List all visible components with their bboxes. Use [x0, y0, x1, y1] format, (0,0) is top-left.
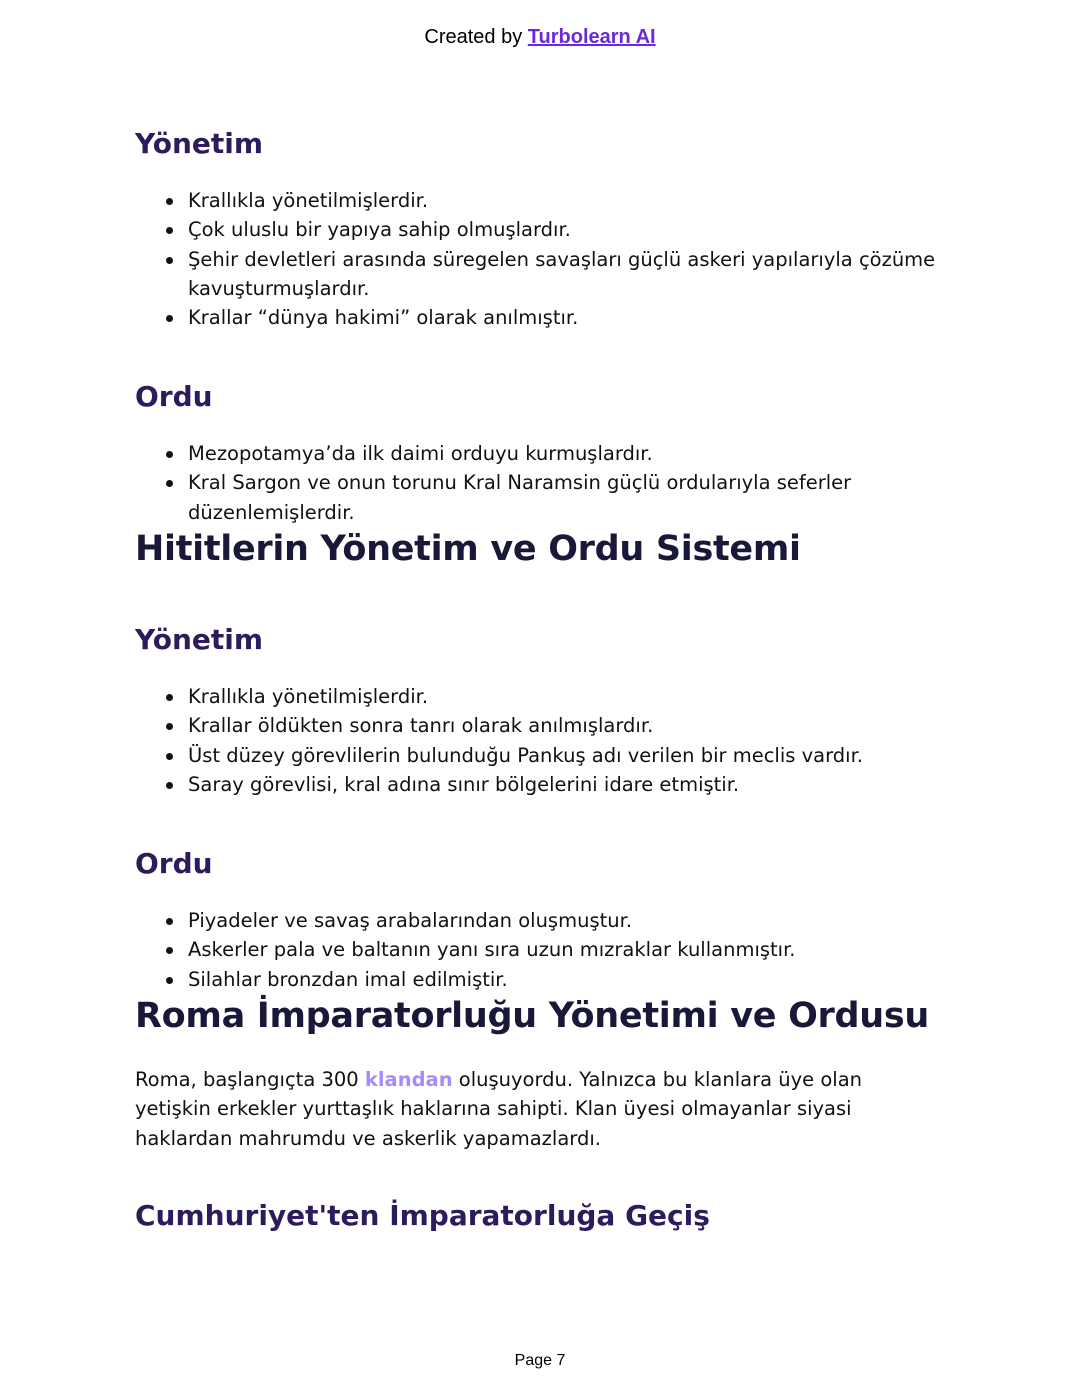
list-item: Askerler pala ve baltanın yanı sıra uzun mızraklar kullanmıştır.: [188, 935, 948, 964]
turbolearn-link[interactable]: Turbolearn AI: [527, 26, 656, 48]
section-heading-cumhuriyet: Cumhuriyet'ten İmparatorluğa Geçiş: [135, 1199, 710, 1232]
list-item: Krallıkla yönetilmişlerdir.: [188, 682, 948, 711]
list-item: Piyadeler ve savaş arabalarından oluşmuştur.: [188, 906, 948, 935]
list-item: Mezopotamya’da ilk daimi orduyu kurmuşlardır.: [188, 439, 948, 468]
list-item: Üst düzey görevlilerin bulunduğu Pankuş adı verilen bir meclis vardır.: [188, 741, 948, 770]
list-item: Krallar “dünya hakimi” olarak anılmıştır.: [188, 303, 948, 332]
bullet-list-hitit-ordu: [135, 906, 948, 994]
chapter-heading-roma: Roma İmparatorluğu Yönetimi ve Ordusu: [135, 996, 930, 1036]
page-header: [0, 26, 1080, 49]
list-item: Saray görevlisi, kral adına sınır bölgelerini idare etmiştir.: [188, 770, 948, 799]
highlighted-term: klandan: [364, 1068, 453, 1091]
section-heading-hitit-ordu: Ordu: [135, 847, 213, 880]
bullet-list-hitit-yonetim: [135, 682, 948, 799]
section-heading-akad-yonetim: Yönetim: [135, 127, 264, 160]
roma-paragraph-start: Roma, başlangıçta 300: [135, 1068, 365, 1091]
list-item: Şehir devletleri arasında süregelen savaşları güçlü askeri yapılarıyla çözüme kavuşturmuşlardır.: [188, 245, 948, 304]
roma-paragraph-end: oluşuyordu. Yalnızca bu klanlara üye olan yetişkin erkekler yurttaşlık haklarına sahipti. Klan üyesi olmayanlar siyasi haklardan mahrumdu ve askerlik yapamazlardı.: [135, 1068, 863, 1150]
section-heading-hitit-yonetim: Yönetim: [135, 623, 264, 656]
roma-paragraph: [135, 1065, 925, 1153]
list-item: Krallar öldükten sonra tanrı olarak anılmışlardır.: [188, 711, 948, 740]
bullet-list-akad-ordu: [135, 439, 948, 527]
section-heading-akad-ordu: Ordu: [135, 380, 213, 413]
bullet-list-akad-yonetim: [135, 186, 948, 332]
list-item: Kral Sargon ve onun torunu Kral Naramsin güçlü ordularıyla seferler düzenlemişlerdir.: [188, 468, 948, 527]
list-item: Krallıkla yönetilmişlerdir.: [188, 186, 948, 215]
list-item: Çok uluslu bir yapıya sahip olmuşlardır.: [188, 215, 948, 244]
chapter-heading-hitit: Hititlerin Yönetim ve Ordu Sistemi: [135, 529, 801, 569]
header-prefix: Created by: [424, 26, 523, 48]
page-number: Page 7: [514, 1352, 566, 1369]
list-item: Silahlar bronzdan imal edilmiştir.: [188, 965, 948, 994]
